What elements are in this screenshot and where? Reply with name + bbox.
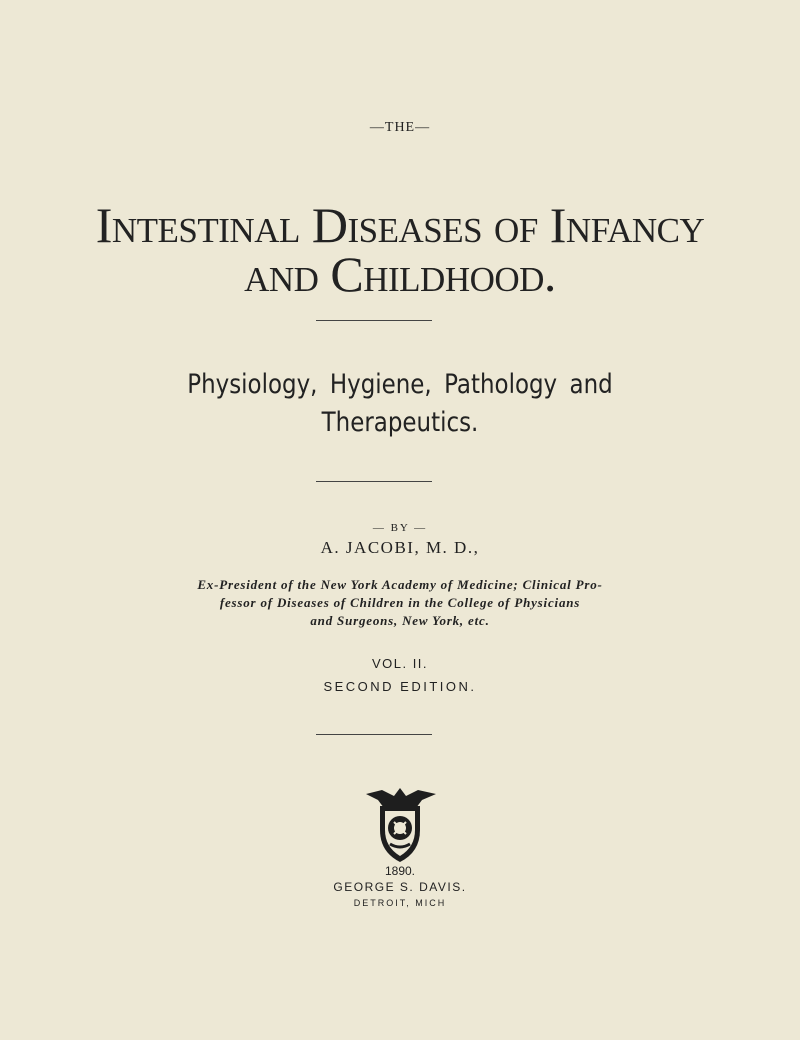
subtitle-line-2: Therapeutics. [321,407,479,438]
author-credentials-line-3: and Surgeons, New York, etc. [310,613,490,628]
divider-rule-2 [316,481,432,482]
subtitle-line-1: Physiology, Hygiene, Pathology and [187,369,613,400]
edition-label: SECOND EDITION. [323,679,477,694]
divider-rule-1 [316,320,432,321]
publication-year: 1890. [384,864,416,878]
author-credentials-line-2: fessor of Diseases of Children in the College of Physicians [219,595,581,610]
book-title-line-2: and Childhood. [244,246,556,302]
book-title-line-1: Intestinal Diseases of Infancy [95,197,705,253]
byline: — BY — [372,522,428,534]
the-label: —THE— [369,120,431,135]
divider-rule-3 [316,734,432,735]
author-credentials-line-1: Ex-President of the New York Academy of Medicine; Clinical Pro- [197,577,603,592]
volume-label: VOL. II. [371,656,429,671]
publisher-name: GEORGE S. DAVIS. [333,880,467,894]
publisher-emblem-icon [360,786,440,864]
author-name: A. JACOBI, M. D., [320,538,480,557]
publisher-city: DETROIT, MICH [353,898,447,908]
